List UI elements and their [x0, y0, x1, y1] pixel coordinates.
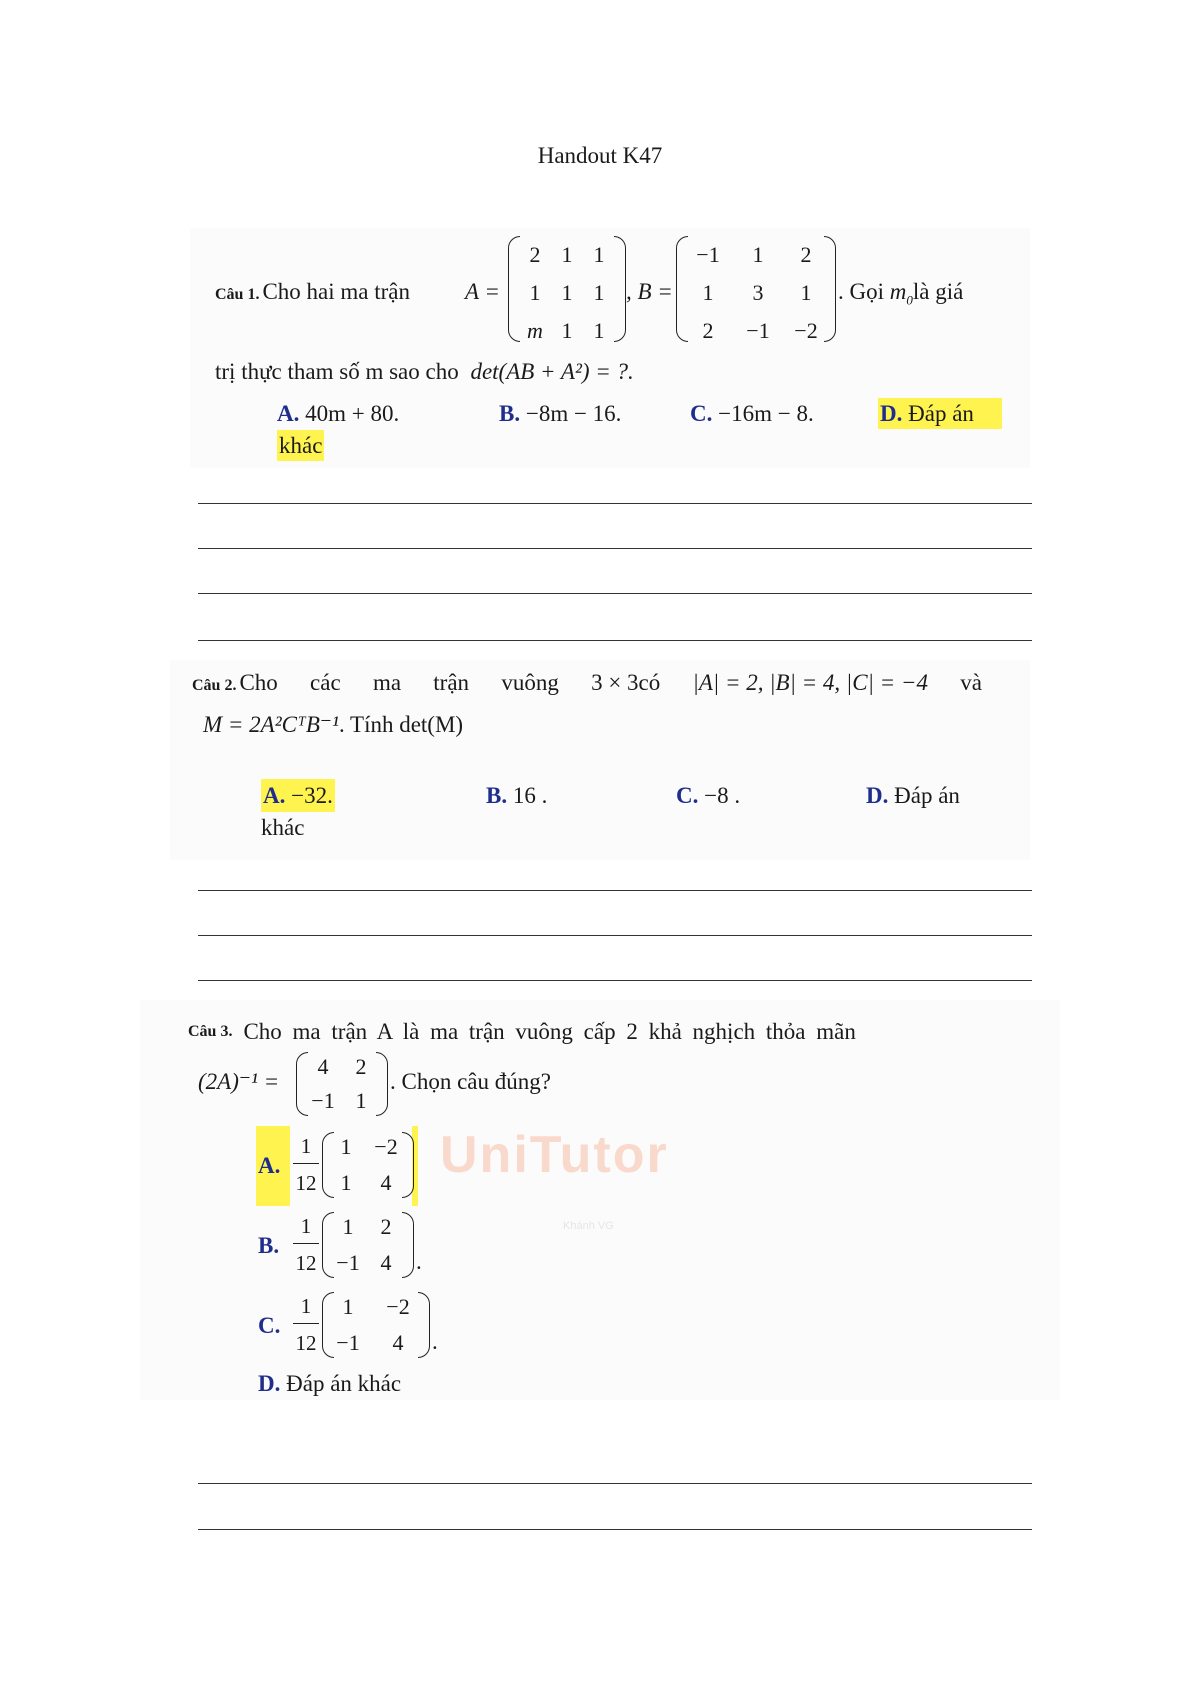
matrix-cell: 2 [355, 1054, 367, 1079]
q3-after: . Chọn câu đúng? [390, 1069, 551, 1094]
q1-trailing [838, 280, 963, 307]
matrix-cell: 1 [340, 1170, 352, 1195]
q1-matrix-a [508, 236, 626, 344]
q3-option-c[interactable] [256, 1286, 456, 1366]
matrix-cell: 1 [752, 242, 764, 267]
q3-option-b-matrix [322, 1212, 414, 1280]
matrix-cell: 1 [342, 1214, 354, 1239]
matrix-cell: 1 [593, 318, 605, 343]
fraction-denominator: 12 [295, 1331, 317, 1355]
q1-line2-text: trị thực tham số m sao cho [215, 359, 459, 384]
q2-option-a-highlight [261, 779, 335, 812]
q1-number: Câu 1. [215, 286, 260, 303]
q2-line2-text: . Tính det(M) [338, 712, 464, 737]
answer-line [198, 503, 1032, 504]
q1-option-d[interactable] [878, 398, 1002, 429]
answer-line [198, 890, 1032, 891]
option-letter: D. [880, 401, 903, 426]
matrix-cell: 1 [342, 1294, 354, 1319]
matrix-cell: 1 [561, 318, 573, 343]
option-letter: B. [499, 401, 521, 426]
matrix-cell: 4 [392, 1330, 404, 1355]
matrix-cell: 1 [702, 280, 714, 305]
q1-m0 [889, 279, 913, 308]
watermark-brand: UniTutor [440, 1126, 669, 1184]
q2-word: trận [433, 670, 470, 695]
matrix-cell: 1 [355, 1088, 367, 1113]
page-title: Handout K47 [537, 143, 663, 168]
q1-option-c[interactable] [690, 402, 814, 425]
fraction-numerator: 1 [300, 1294, 312, 1318]
answer-line [198, 593, 1032, 594]
matrix-cell: m [527, 318, 543, 343]
option-letter: C. [258, 1313, 281, 1338]
answer-line [198, 1483, 1032, 1484]
matrix-cell: −1 [311, 1088, 335, 1113]
q2-option-d[interactable] [866, 784, 986, 807]
matrix-cell: 2 [702, 318, 714, 343]
q2-option-d-continued: khác [261, 815, 305, 840]
q2-option-c[interactable] [676, 784, 740, 807]
option-letter: B. [486, 783, 508, 808]
matrix-cell: 1 [340, 1134, 352, 1159]
q3-option-b[interactable] [256, 1206, 426, 1286]
q2-option-b[interactable] [486, 784, 547, 807]
matrix-cell: −2 [794, 318, 818, 343]
q1-after-text: . Gọi [838, 279, 884, 304]
q2-word: vuông [501, 670, 559, 695]
matrix-cell: −2 [386, 1294, 410, 1319]
q1-after2-text: là giá [912, 279, 964, 304]
answer-line [198, 980, 1032, 981]
answer-line [198, 548, 1032, 549]
q3-lhs: (2A)⁻¹ = [198, 1069, 280, 1094]
fraction-bar [293, 1323, 319, 1324]
option-letter: B. [258, 1233, 280, 1258]
q1-line2 [215, 360, 634, 383]
matrix-cell: −1 [336, 1250, 360, 1275]
option-letter: A. [263, 783, 286, 808]
matrix-cell: 2 [800, 242, 812, 267]
q2-option-a[interactable] [261, 784, 335, 807]
period-mark: . [432, 1329, 438, 1354]
q2-line2 [203, 713, 463, 736]
matrix-cell: −1 [696, 242, 720, 267]
q1-option-d-continued: khác [277, 430, 324, 461]
q2-word: ma [372, 670, 402, 695]
watermark-author: Khánh VG [563, 1220, 614, 1232]
q1-option-b[interactable] [499, 402, 621, 425]
q1-matrix-b [676, 236, 836, 344]
q3-number: Câu 3. [188, 1023, 233, 1040]
matrix-cell: 2 [380, 1214, 392, 1239]
matrix-cell: 4 [380, 1250, 392, 1275]
option-text: −8m − 16. [525, 401, 622, 426]
q2-word: Cho [239, 670, 278, 695]
matrix-cell: 4 [317, 1054, 329, 1079]
option-text: 16 . [512, 783, 548, 808]
q3-line1-text: Cho ma trận A là ma trận vuông cấp 2 khả nghịch thỏa mãn [243, 1019, 856, 1044]
matrix-cell: 3 [752, 280, 764, 305]
option-text: −16m − 8. [718, 401, 814, 426]
matrix-cell: −1 [336, 1330, 360, 1355]
option-letter: C. [690, 401, 713, 426]
q1-intro: Cho hai ma trận [262, 279, 410, 304]
q1-intro-line [215, 280, 410, 303]
option-letter: A. [277, 401, 300, 426]
option-letter: D. [866, 783, 889, 808]
matrix-cell: 2 [529, 242, 541, 267]
option-letter: C. [676, 783, 699, 808]
q3-option-a[interactable] [256, 1126, 426, 1206]
q2-determinant-conditions: |A| = 2, |B| = 4, |C| = −4 [692, 670, 928, 695]
answer-line [198, 1529, 1032, 1530]
option-text: Đáp án [894, 783, 960, 808]
q3-option-c-matrix [322, 1292, 430, 1360]
matrix-cell: −1 [746, 318, 770, 343]
q1-option-a[interactable] [277, 402, 399, 425]
q1-a-label: A = [465, 279, 500, 304]
q2-line1 [192, 671, 982, 694]
fraction-denominator: 12 [295, 1171, 317, 1195]
q3-line1 [188, 1020, 984, 1043]
fraction-bar [293, 1243, 319, 1244]
fraction-numerator: 1 [300, 1214, 312, 1238]
period-mark: . [416, 1249, 422, 1274]
q2-word: và [960, 670, 982, 695]
answer-line [198, 640, 1032, 641]
matrix-cell: 1 [529, 280, 541, 305]
option-text: 40m + 80. [305, 401, 400, 426]
matrix-cell: 1 [593, 242, 605, 267]
q2-word: 3 × 3có [591, 670, 661, 695]
q3-option-a-matrix [322, 1132, 414, 1200]
option-letter: D. [258, 1371, 281, 1396]
answer-line [198, 935, 1032, 936]
q1-det-expression: det(AB + A²) = ?. [470, 359, 634, 384]
q2-word: các [310, 670, 341, 695]
q2-matrix-expression: M = 2A²CᵀB⁻¹ [203, 712, 339, 737]
fraction-bar [293, 1163, 319, 1164]
option-text: Đáp án khác [286, 1371, 402, 1396]
matrix-cell: 1 [800, 280, 812, 305]
option-text: Đáp án [908, 401, 974, 426]
matrix-cell: 1 [561, 280, 573, 305]
matrix-cell: −2 [374, 1134, 398, 1159]
option-text: −8 . [704, 783, 741, 808]
option-text: −32. [291, 783, 333, 808]
q3-option-d[interactable] [258, 1372, 401, 1395]
fraction-denominator: 12 [295, 1251, 317, 1275]
matrix-cell: 1 [593, 280, 605, 305]
option-letter: A. [258, 1153, 281, 1178]
matrix-cell: 4 [380, 1170, 392, 1195]
q1-m0-subscript: 0 [906, 292, 913, 308]
q1-b-label: , B = [626, 279, 673, 304]
q3-given-matrix [296, 1052, 388, 1118]
q2-number: Câu 2. [192, 677, 237, 694]
fraction-numerator: 1 [300, 1134, 312, 1158]
matrix-cell: 1 [561, 242, 573, 267]
q1-m0-base: m [889, 279, 907, 304]
